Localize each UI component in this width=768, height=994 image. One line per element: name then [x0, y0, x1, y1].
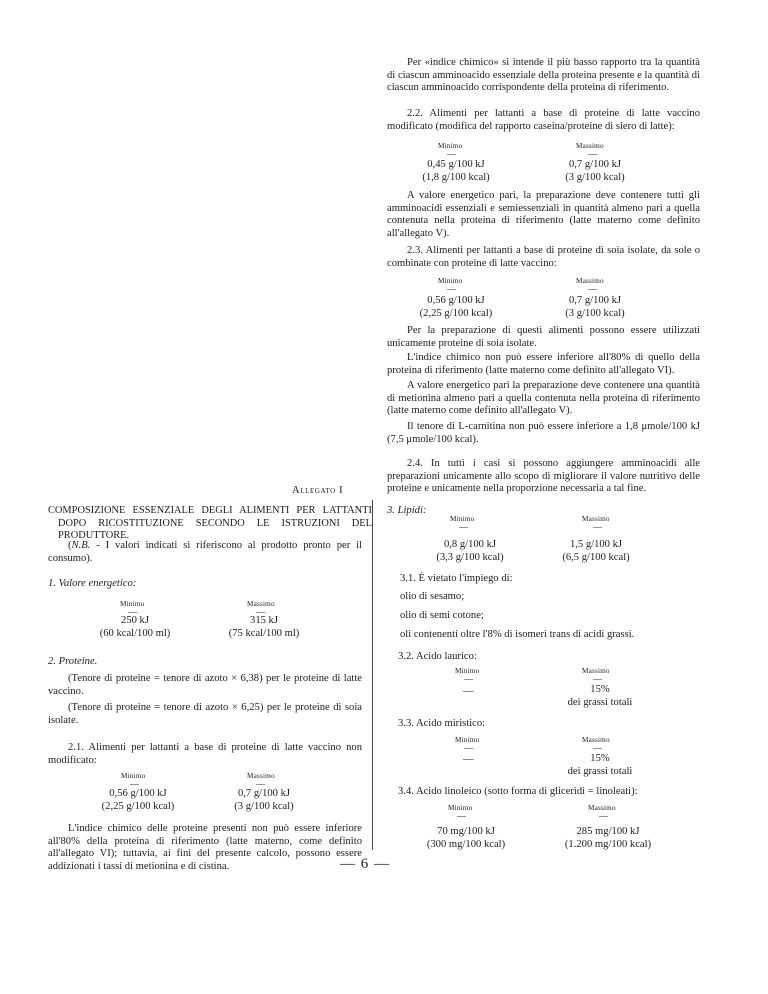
min-dash: —: [447, 149, 456, 159]
min-label: Minimo: [438, 277, 463, 285]
max-dash: —: [588, 284, 597, 294]
min-label: Minimo: [450, 515, 475, 523]
max-label: Massimo: [247, 772, 275, 780]
section-2-4: 2.4. In tutti i casi si possono aggiungere amminoacidi alle preparazioni unicamente allo scopo di migliorare il valore nutritivo delle proteine e unicamente nella proporzione necessaria a tal fine.: [387, 458, 700, 494]
min-dash: —: [447, 284, 456, 294]
s32-max-value: 15% dei grassi totali: [567, 684, 633, 708]
section-2-2-title: 2.2. Alimenti per lattanti a base di proteine di latte vaccino modificato (modifica del rapporto caseina/proteine di siero di latte):: [387, 108, 700, 132]
min-dash: —: [130, 779, 139, 789]
section-3-3-title: 3.3. Acido miristico:: [398, 718, 486, 729]
s31-item-3: oli contenenti oltre l'8% di isomeri trans di acidi grassi.: [400, 629, 635, 640]
max-label: Massimo: [247, 600, 275, 608]
section-3-2-title: 3.2. Acido laurico:: [398, 651, 477, 662]
s22-max-value: 0,7 g/100 kJ (3 g/100 kcal): [565, 159, 625, 183]
s33-max-value: 15% dei grassi totali: [567, 753, 633, 777]
section-3-title: 3. Lipidi:: [387, 505, 427, 516]
s21-text: L'indice chimico delle proteine presenti non può essere inferiore all'80% della proteina di riferimento (latte materno, come definito all'allegato VI); tuttavia, ai fini del presente calcolo, possono essere addizionati i tassi di metionina e di cistina.: [48, 823, 362, 872]
s23-paragraph-2: L'indice chimico non può essere inferiore all'80% di quello della proteina di riferimento (latte materno come definito all'allegato VI).: [387, 352, 700, 376]
annex-heading: COMPOSIZIONE ESSENZIALE DEGLI ALIMENTI PER LATTANTI DOPO RICOSTITUZIONE SECONDO LE ISTRUZIONI DEL PRODUTTORE.: [48, 505, 372, 541]
min-dash: —: [459, 522, 468, 532]
max-label: Massimo: [582, 667, 610, 675]
max-dash: —: [599, 811, 608, 821]
s2-paragraph-2: (Tenore di proteine = tenore di azoto × 6,25) per le proteine di soia isolate.: [48, 702, 362, 726]
s22-text: A valore energetico pari, la preparazione deve contenere tutti gli amminoacidi essenziali e semiessenziali in quantità almeno pari a quella contenuta nella proteina di riferimento (latte materno come definito all'allegato V).: [387, 190, 700, 239]
max-dash: —: [588, 149, 597, 159]
s23-paragraph-1: Per la preparazione di questi alimenti possono essere utilizzati unicamente proteine di soia isolate.: [387, 325, 700, 349]
section-2-title: 2. Proteine.: [48, 656, 98, 667]
section-2-3-title: 2.3. Alimenti per lattanti a base di proteine di soia isolate, da sole o combinate con proteine di latte vaccino:: [387, 245, 700, 269]
s21-min-value: 0,56 g/100 kJ (2,25 g/100 kcal): [101, 788, 175, 812]
min-label: Minimo: [455, 667, 480, 675]
min-label: Minimo: [121, 772, 146, 780]
section-3-1-title: 3.1. È vietato l'impiego di:: [400, 573, 513, 584]
s23-paragraph-3: A valore energetico pari la preparazione deve contenere una quantità di metionina almeno pari a quella contenuta nella proteina di riferimento (latte materno come definito all'allegato V).: [387, 380, 700, 416]
s1-min-value: 250 kJ (60 kcal/100 ml): [99, 615, 171, 639]
min-label: Minimo: [455, 736, 480, 744]
min-dash: —: [464, 743, 473, 753]
max-dash: —: [256, 779, 265, 789]
column-divider: [372, 500, 373, 850]
page-number: — 6 —: [340, 856, 390, 872]
min-label: Minimo: [438, 142, 463, 150]
max-dash: —: [593, 522, 602, 532]
nb-text: - I valori indicati si riferiscono al prodotto pronto per il consumo).: [48, 540, 362, 564]
section-3-4-title: 3.4. Acido linoleico (sotto forma di gliceridi = linoleati):: [398, 786, 638, 797]
s31-item-1: olio di sesamo;: [400, 591, 465, 602]
max-label: Massimo: [588, 804, 616, 812]
s2-paragraph-1: (Tenore di proteine = tenore di azoto × 6,38) per le proteine di latte vaccino.: [48, 673, 362, 697]
s3-min-value: 0,8 g/100 kJ (3,3 g/100 kcal): [436, 539, 504, 563]
s22-min-value: 0,45 g/100 kJ (1,8 g/100 kcal): [422, 159, 490, 183]
s1-max-value: 315 kJ (75 kcal/100 ml): [228, 615, 300, 639]
section-1-title: 1. Valore energetico:: [48, 578, 137, 589]
min-dash: —: [128, 607, 137, 617]
max-dash: —: [256, 607, 265, 617]
max-label: Massimo: [576, 277, 604, 285]
s23-min-value: 0,56 g/100 kJ (2,25 g/100 kcal): [419, 295, 493, 319]
nb-note: (N.B. - I valori indicati si riferiscono al prodotto pronto per il consumo).: [48, 540, 362, 564]
min-label: Minimo: [448, 804, 473, 812]
s31-item-2: olio di semi cotone;: [400, 610, 484, 621]
indice-chimico-definition: Per «indice chimico» si intende il più basso rapporto tra la quantità di ciascun amminoacido essenziale della proteina presente e la quantità di ciascun amminoacido corrispondente della proteina di riferimento.: [387, 57, 700, 93]
s34-max-value: 285 mg/100 kJ (1.200 mg/100 kcal): [564, 826, 652, 850]
min-label: Minimo: [120, 600, 145, 608]
s33-min-value: —: [463, 754, 474, 765]
s23-max-value: 0,7 g/100 kJ (3 g/100 kcal): [565, 295, 625, 319]
max-dash: —: [593, 674, 602, 684]
max-dash: —: [593, 743, 602, 753]
s3-max-value: 1,5 g/100 kJ (6,5 g/100 kcal): [562, 539, 630, 563]
nb-label: N.B.: [71, 540, 91, 551]
s21-max-value: 0,7 g/100 kJ (3 g/100 kcal): [234, 788, 294, 812]
min-dash: —: [464, 674, 473, 684]
max-label: Massimo: [582, 736, 610, 744]
allegato-label: Allegato I: [292, 485, 344, 496]
min-dash: —: [457, 811, 466, 821]
s23-paragraph-4: Il tenore di L-carnitina non può essere inferiore a 1,8 μmole/100 kJ (7,5 μmole/100 kcal).: [387, 421, 700, 445]
section-2-1-title: 2.1. Alimenti per lattanti a base di proteine di latte vaccino non modificato:: [48, 742, 362, 766]
max-label: Massimo: [582, 515, 610, 523]
max-label: Massimo: [576, 142, 604, 150]
s34-min-value: 70 mg/100 kJ (300 mg/100 kcal): [426, 826, 506, 850]
s32-min-value: —: [463, 686, 474, 697]
